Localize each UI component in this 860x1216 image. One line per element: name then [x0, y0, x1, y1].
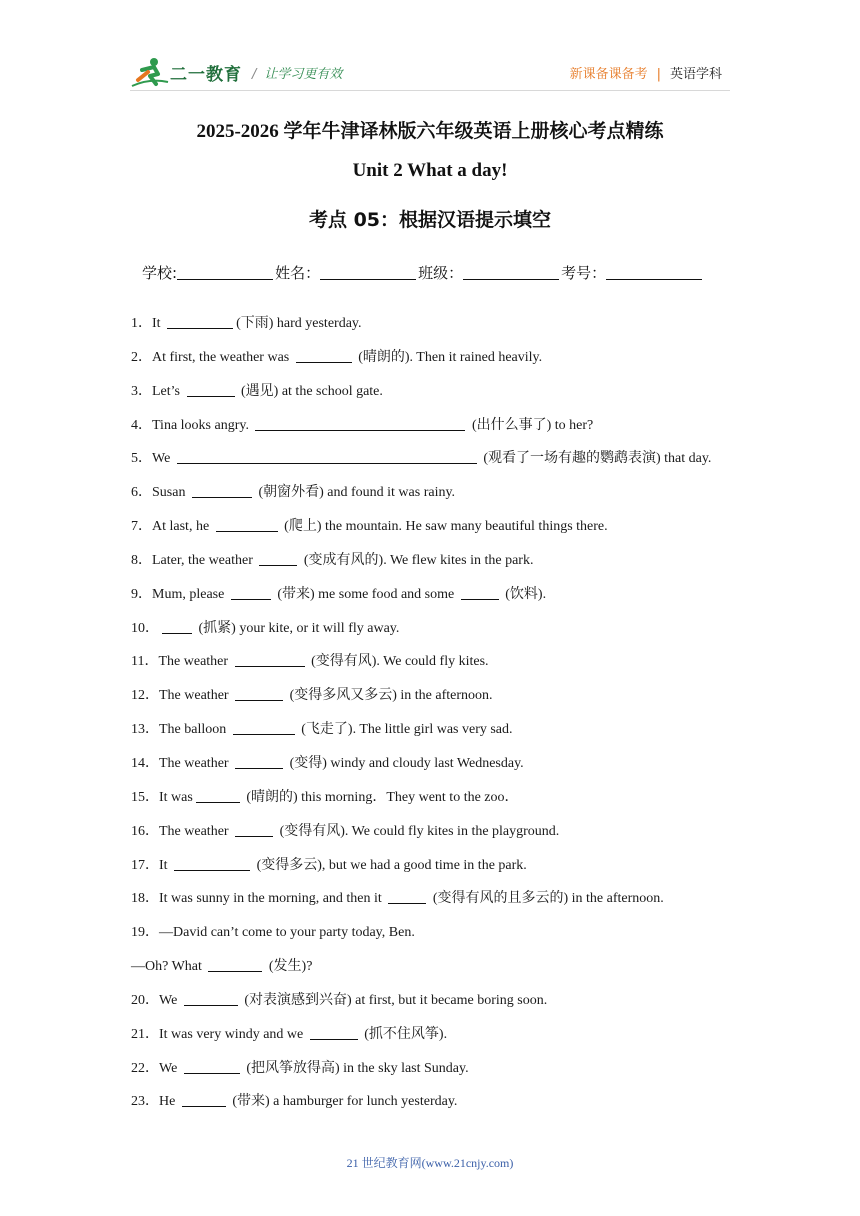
- answer-blank[interactable]: [388, 889, 426, 904]
- question-item: [131, 348, 751, 382]
- answer-blank[interactable]: [259, 551, 297, 566]
- answer-blank[interactable]: [233, 720, 295, 735]
- question-item: [131, 720, 751, 754]
- question-hint-text: (抓紧) your kite, or it will fly away.: [195, 620, 400, 636]
- question-number: 19．: [131, 925, 159, 941]
- name-blank[interactable]: [320, 265, 416, 280]
- question-hint-text: (爬上) the mountain. He saw many beautiful things there.: [280, 519, 608, 535]
- question-text: Mum, please: [152, 586, 228, 602]
- header-subject: 英语学科: [669, 67, 722, 82]
- question-text: It: [152, 316, 165, 331]
- question-hint-text: (带来) me some food and some: [273, 586, 458, 602]
- name-label: 姓名：: [275, 264, 321, 282]
- question-hint-text: (变得有风). We could fly kites in the playground.: [276, 823, 560, 839]
- question-text: —David can’t come to your party today, Ben.: [159, 925, 415, 941]
- question-text: We: [159, 992, 181, 1008]
- slogan-divider: /: [252, 67, 257, 82]
- question-item: [131, 1092, 751, 1126]
- question-item: [131, 923, 751, 957]
- question-list: [131, 314, 751, 1126]
- question-number: 8．: [131, 552, 152, 568]
- answer-blank[interactable]: [167, 314, 233, 329]
- question-text: It was very windy and we: [159, 1026, 307, 1042]
- header-separator: |: [656, 67, 661, 82]
- question-number: 1．: [131, 316, 152, 331]
- answer-blank[interactable]: [182, 1092, 226, 1107]
- question-number: 12．: [131, 688, 159, 704]
- slogan: [252, 63, 342, 82]
- question-hint-text: (变成有风的). We flew kites in the park.: [300, 552, 534, 568]
- question-item: [131, 416, 751, 450]
- answer-blank[interactable]: [162, 619, 192, 634]
- question-number: 10．: [131, 620, 159, 636]
- question-text: Let’s: [152, 383, 184, 399]
- question-text: The weather: [159, 755, 233, 771]
- question-item: [131, 822, 751, 856]
- question-text: It was sunny in the morning, and then it: [159, 891, 386, 907]
- question-hint-text: (饮料).: [501, 586, 547, 602]
- question-hint-text: (晴朗的). Then it rained heavily.: [354, 349, 543, 365]
- question-text: Susan: [152, 485, 189, 501]
- question-number: 9．: [131, 586, 152, 602]
- question-hint-text: (抓不住风筝).: [360, 1026, 448, 1042]
- question-item: [131, 889, 751, 923]
- exam-no-blank[interactable]: [606, 265, 702, 280]
- question-item: [131, 314, 751, 348]
- question-number: 17．: [131, 857, 159, 873]
- topic-title: 考点 05：根据汉语提示填空: [308, 209, 552, 231]
- question-item: [131, 652, 751, 686]
- answer-blank[interactable]: [184, 1059, 240, 1074]
- answer-blank[interactable]: [187, 382, 235, 397]
- exam-no-label: 考号：: [561, 264, 607, 282]
- answer-blank[interactable]: [235, 686, 283, 701]
- question-text: At last, he: [152, 519, 213, 535]
- question-number: 4．: [131, 417, 152, 433]
- question-text: It was: [159, 789, 193, 805]
- question-item: [131, 788, 751, 822]
- question-number: 14．: [131, 755, 159, 771]
- answer-blank[interactable]: [235, 822, 273, 837]
- question-hint-text: (飞走了). The little girl was very sad.: [297, 722, 513, 738]
- answer-blank[interactable]: [296, 348, 352, 363]
- question-hint-text: (变得) windy and cloudy last Wednesday.: [286, 755, 524, 771]
- question-number: 22．: [131, 1060, 159, 1076]
- answer-blank[interactable]: [192, 483, 252, 498]
- question-hint-text: (变得多云), but we had a good time in the park.: [253, 857, 527, 873]
- question-item: [131, 957, 751, 991]
- footer-source: 21 世纪教育网(www.21cnjy.com): [346, 1156, 514, 1170]
- worksheet-title: 2025-2026 学年牛津译林版六年级英语上册核心考点精练: [196, 121, 664, 142]
- page-header: [130, 54, 730, 90]
- question-number: 16．: [131, 823, 159, 839]
- question-text: The weather: [159, 823, 233, 839]
- question-number: 23．: [131, 1094, 159, 1110]
- question-text: The weather: [159, 688, 233, 704]
- question-item: [131, 483, 751, 517]
- question-number: 20．: [131, 992, 159, 1008]
- question-text: At first, the weather was: [152, 349, 293, 365]
- question-hint-text: (发生)?: [265, 959, 313, 975]
- question-item: [131, 1025, 751, 1059]
- question-item: [131, 619, 751, 653]
- question-text: Later, the weather: [152, 552, 257, 568]
- question-number: 7．: [131, 519, 152, 535]
- answer-blank[interactable]: [255, 416, 465, 431]
- question-item: [131, 686, 751, 720]
- class-blank[interactable]: [463, 265, 559, 280]
- answer-blank[interactable]: [461, 585, 499, 600]
- question-item: [131, 1059, 751, 1093]
- question-number: 11．: [131, 654, 159, 670]
- header-divider: [130, 90, 730, 91]
- question-item: [131, 754, 751, 788]
- question-number: 5．: [131, 451, 152, 467]
- question-text: Tina looks angry.: [152, 417, 253, 433]
- answer-blank[interactable]: [216, 517, 278, 532]
- answer-blank[interactable]: [196, 788, 240, 803]
- answer-blank[interactable]: [235, 652, 305, 667]
- question-hint-text: (对表演感到兴奋) at first, but it became boring soon.: [240, 992, 548, 1008]
- answer-blank[interactable]: [177, 449, 477, 464]
- question-item: [131, 585, 751, 619]
- answer-blank[interactable]: [184, 991, 238, 1006]
- logo-text: 二一教育: [170, 65, 242, 85]
- question-number: 18．: [131, 891, 159, 907]
- answer-blank[interactable]: [174, 856, 250, 871]
- header-label: 新课备课备考: [569, 67, 648, 82]
- question-text: The balloon: [159, 722, 230, 738]
- question-number: 3．: [131, 383, 152, 399]
- question-hint-text: (变得有风的且多云的) in the afternoon.: [429, 891, 664, 907]
- question-hint-text: (带来) a hamburger for lunch yesterday.: [228, 1094, 458, 1110]
- answer-blank[interactable]: [231, 585, 271, 600]
- question-number: 6．: [131, 485, 152, 501]
- question-text: —Oh? What: [131, 959, 206, 975]
- answer-blank[interactable]: [310, 1025, 358, 1040]
- logo: [130, 56, 242, 90]
- question-item: [131, 856, 751, 890]
- school-label: 学校:: [142, 264, 178, 282]
- question-hint-text: (变得多风又多云) in the afternoon.: [286, 688, 493, 704]
- question-item: [131, 551, 751, 585]
- unit-title: Unit 2 What a day!: [352, 160, 508, 181]
- runner-logo-icon: [130, 56, 170, 90]
- question-hint-text: (把风筝放得高) in the sky last Sunday.: [242, 1060, 469, 1076]
- question-item: [131, 449, 751, 483]
- question-text: It: [159, 857, 172, 873]
- question-number: 2．: [131, 349, 152, 365]
- question-hint-text: (朝窗外看) and found it was rainy.: [254, 485, 456, 501]
- question-number: 13．: [131, 722, 159, 738]
- question-number: 15．: [131, 789, 159, 805]
- question-hint-text: (晴朗的) this morning．They went to the zoo．: [242, 789, 519, 805]
- answer-blank[interactable]: [208, 957, 262, 972]
- question-number: 21．: [131, 1026, 159, 1042]
- question-text: We: [159, 1060, 181, 1076]
- question-item: [131, 382, 751, 416]
- answer-blank[interactable]: [235, 754, 283, 769]
- header-right: [570, 63, 722, 82]
- question-hint-text: (遇见) at the school gate.: [237, 383, 383, 399]
- question-text: The weather: [158, 654, 232, 670]
- student-info-row: [142, 262, 704, 283]
- school-blank[interactable]: [177, 265, 273, 280]
- question-text: We: [152, 451, 174, 467]
- slogan-text: 让学习更有效: [264, 67, 343, 82]
- class-label: 班级：: [418, 264, 464, 282]
- question-text: He: [159, 1094, 179, 1110]
- question-hint-text: (变得有风). We could fly kites.: [307, 654, 489, 670]
- question-hint-text: (观看了一场有趣的鹦鹉表演) that day.: [479, 451, 712, 467]
- question-hint-text: (出什么事了) to her?: [468, 417, 594, 433]
- question-hint-text: (下雨) hard yesterday.: [236, 316, 362, 331]
- question-item: [131, 517, 751, 551]
- question-item: [131, 991, 751, 1025]
